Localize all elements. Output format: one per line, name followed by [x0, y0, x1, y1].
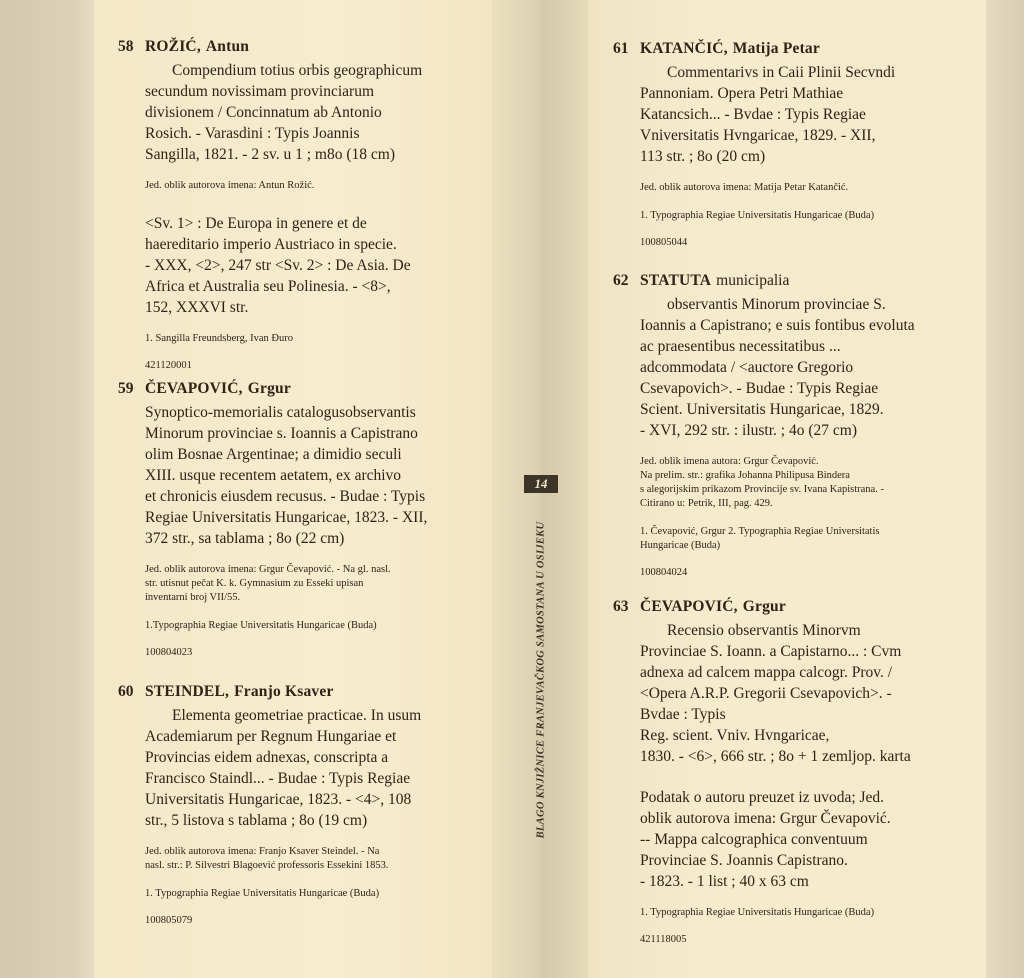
entry-author-note: Podatak o autoru preuzet iz uvoda; Jed. oblik autorova imena: Grgur Čevapović. -- Mappa calcographica conventuum Provinciae S. Joannis Capistrano. - 1823. - 1 list ; 40 x 63 cm [640, 789, 891, 890]
entry-id: 100805079 [145, 915, 193, 926]
entry-number: 60 [118, 683, 134, 700]
entry-subject: 1. Sangilla Freundsberg, Ivan Đuro [145, 333, 293, 344]
entry-heading [613, 598, 973, 620]
entry-author: KATANČIĆ, [640, 40, 728, 57]
entry-number: 62 [613, 272, 629, 289]
entry-author: STEINDEL, [145, 683, 230, 700]
entry-author-given: Antun [205, 38, 250, 55]
entry-volumes: <Sv. 1> : De Europa in genere et de haereditario imperio Austriaco in specie. - XXX, <2>, 247 str <Sv. 2> : De Asia. De Africa et Australia seu Polinesia. - <8>, 152, XXXVI str. [145, 215, 411, 316]
entry-heading [613, 272, 973, 294]
entry-author: ROŽIĆ, [145, 38, 201, 55]
scan-left-edge [0, 0, 94, 978]
entry-heading [118, 683, 478, 705]
entry-subject: 1. Typographia Regiae Universitatis Hungaricae (Buda) [145, 888, 380, 899]
entry-author-given: Grgur [742, 598, 786, 615]
catalog-entry-62 [613, 272, 973, 578]
entry-subject: 1. Čevapović, Grgur 2. Typographia Regiae Universitatis Hungaricae (Buda) [640, 526, 880, 551]
entry-number: 63 [613, 598, 629, 615]
entry-author: ČEVAPOVIĆ, [145, 380, 243, 397]
catalog-entry-61 [613, 40, 973, 248]
entry-subject: 1. Typographia Regiae Universitatis Hungaricae (Buda) [640, 907, 875, 918]
catalog-entry-59 [118, 380, 478, 658]
entry-author-given: Franjo Ksaver [234, 683, 334, 700]
scan-right-edge [986, 0, 1024, 978]
entry-heading [118, 380, 478, 402]
entry-description: Synoptico-memorialis catalogusobservantis Minorum provinciae s. Ioannis a Capistrano olim Bosnae Argentinae; a dimidio seculi XIII. usque recentem aetatem, ex archivo et chronicis eiusdem recusus. - Budae : Typis Regiae Universitatis Hungaricae, 1823. - XII, 372 str., sa tablama ; 8o (22 cm) [145, 404, 428, 547]
entry-note: Jed. oblik autorova imena: Franjo Ksaver Steindel. - Na nasl. str.: P. Silvestri Blagoević professoris Essekini 1853. [145, 846, 389, 871]
entry-number: 61 [613, 40, 629, 57]
entry-note: Jed. oblik autorova imena: Antun Rožić. [145, 180, 315, 191]
catalog-entry-58 [118, 38, 478, 371]
entry-description: Commentarivs in Caii Plinii Secvndi Pannoniam. Opera Petri Mathiae Katancsich... - Bvdae : Typis Regiae Vniversitatis Hvngaricae, 1829. - XII, 113 str. ; 8o (20 cm) [640, 64, 896, 165]
entry-id: 421118005 [640, 934, 687, 945]
entry-description: Compendium totius orbis geographicum secundum novissimam provinciarum divisionem / Concinnatum ab Antonio Rosich. - Varasdini : Typis Joannis Sangilla, 1821. - 2 sv. u 1 ; m8o (18 cm) [145, 62, 423, 163]
page-number-badge: 14 [524, 475, 558, 493]
entry-description: Elementa geometriae practicae. In usum Academiarum per Regnum Hungariae et Provincias eidem adnexas, conscripta a Francisco Staindl... - Budae : Typis Regiae Universitatis Hungaricae, 1823. - <4>, 108 str., 5 listova s tablama ; 8o (19 cm) [145, 707, 422, 829]
entry-id: 100804024 [640, 567, 688, 578]
entry-number: 58 [118, 38, 134, 55]
entry-id: 421120001 [145, 360, 192, 371]
entry-description: observantis Minorum provinciae S. Ioannis a Capistrano; e suis fontibus evoluta ac praesentibus necessitatibus ... adcommodata / <auctore Gregorio Csevapovich>. - Budae : Typis Regiae Scient. Universitatis Hungaricae, 1829. - XVI, 292 str. : ilustr. ; 4o (27 cm) [640, 296, 915, 439]
entry-note: Jed. oblik imena autora: Grgur Čevapović. Na prelim. str.: grafika Johanna Philipusa Bindera s alegorijskim prikazom Provincije sv. Ivana Kapistrana. - Citirano u: Petrik, III, pag. 429. [640, 456, 884, 509]
entry-id: 100805044 [640, 237, 688, 248]
entry-subject: 1.Typographia Regiae Universitatis Hungaricae (Buda) [145, 620, 377, 631]
catalog-entry-63 [613, 598, 973, 945]
entry-title-start: municipalia [716, 272, 790, 289]
entry-author: STATUTA [640, 272, 712, 289]
entry-note: Jed. oblik autorova imena: Matija Petar Katančić. [640, 182, 849, 193]
spine-running-title: BLAGO KNJIŽNICE FRANJEVAČKOG SAMOSTANA U OSIJEKU [535, 521, 547, 839]
entry-number: 59 [118, 380, 134, 397]
entry-author-given: Grgur [247, 380, 291, 397]
entry-author: ČEVAPOVIĆ, [640, 598, 738, 615]
entry-heading [118, 38, 478, 60]
entry-author-given: Matija Petar [732, 40, 820, 57]
entry-id: 100804023 [145, 647, 193, 658]
entry-subject: 1. Typographia Regiae Universitatis Hungaricae (Buda) [640, 210, 875, 221]
entry-heading [613, 40, 973, 62]
catalog-entry-60 [118, 683, 478, 926]
entry-note: Jed. oblik autorova imena: Grgur Čevapović. - Na gl. nasl. str. utisnut pečat K. k. Gymnasium zu Esseki upisan inventarni broj VII/55. [145, 564, 391, 603]
entry-description: Recensio observantis Minorvm Provinciae S. Ioann. a Capistarno... : Cvm adnexa ad calcem mappa calcogr. Prov. / <Opera A.R.P. Gregorii Csevapovich>. - Bvdae : Typis Reg. scient. Vniv. Hvngaricae, 1830. - <6>, 666 str. ; 8o + 1 zemljop. karta [640, 622, 911, 765]
